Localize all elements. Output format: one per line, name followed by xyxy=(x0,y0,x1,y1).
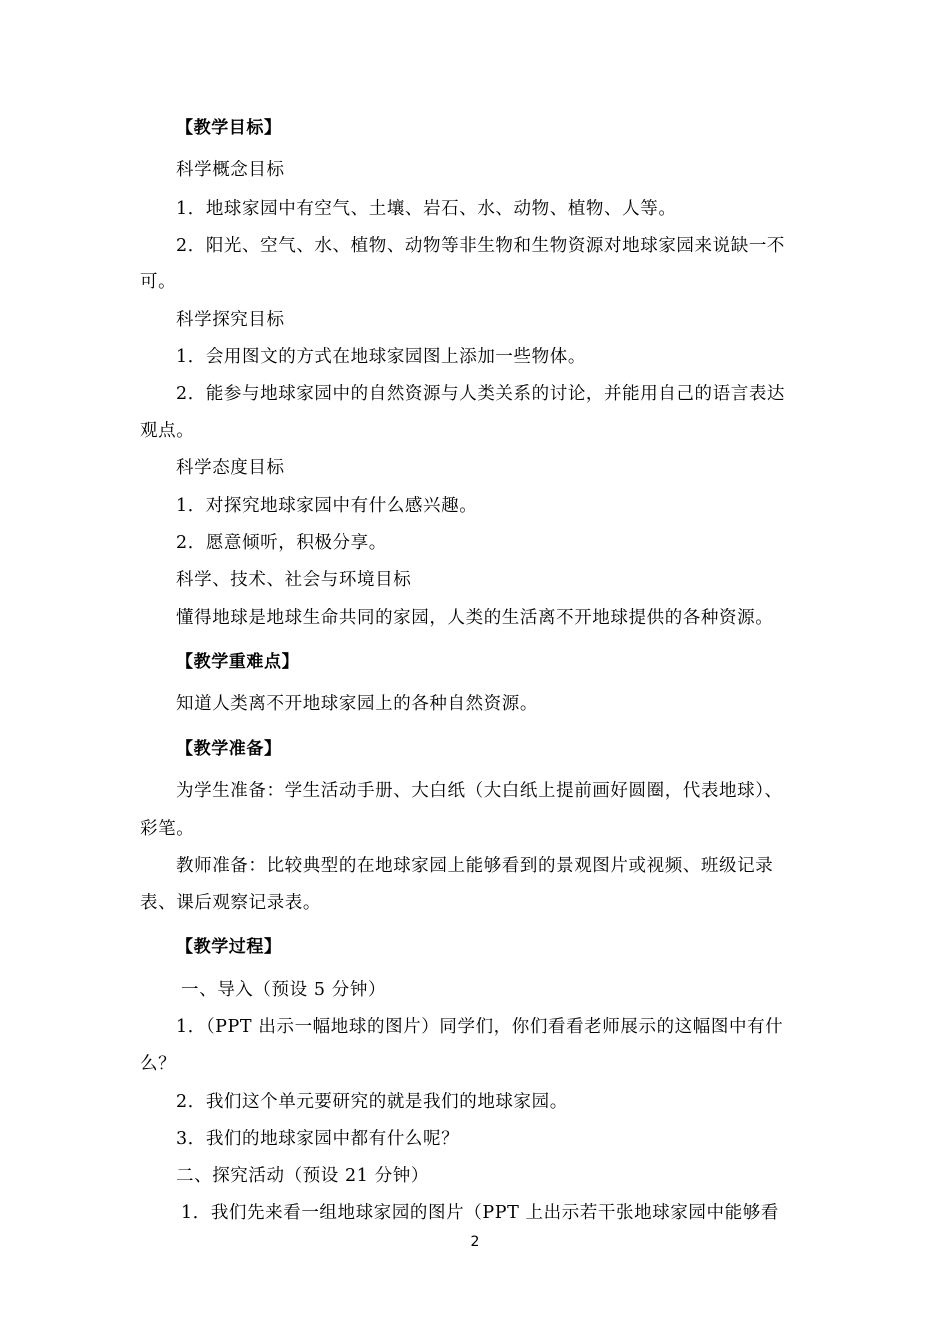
subheading-sts-objectives: 科学、技术、社会与环境目标 xyxy=(176,570,412,590)
section-heading-teaching-process: 【教学过程】 xyxy=(176,937,282,957)
paragraph-line: 2．愿意倾听，积极分享。 xyxy=(176,533,387,553)
subheading-inquiry-objectives: 科学探究目标 xyxy=(176,310,285,330)
section-heading-teaching-objectives: 【教学目标】 xyxy=(176,118,282,138)
paragraph-line: 教师准备：比较典型的在地球家园上能够看到的景观图片或视频、班级记录 xyxy=(176,856,774,876)
paragraph-line: 懂得地球是地球生命共同的家园，人类的生活离不开地球提供的各种资源。 xyxy=(176,608,774,628)
paragraph-line: 表、课后观察记录表。 xyxy=(140,893,321,913)
paragraph-line: 1．对探究地球家园中有什么感兴趣。 xyxy=(176,496,478,516)
paragraph-line: 2．我们这个单元要研究的就是我们的地球家园。 xyxy=(176,1092,568,1112)
paragraph-line: 么？ xyxy=(140,1054,177,1074)
paragraph-line: 2．能参与地球家园中的自然资源与人类关系的讨论，并能用自己的语言表达 xyxy=(176,384,786,404)
paragraph-line: 为学生准备：学生活动手册、大白纸（大白纸上提前画好圆圈，代表地球）、 xyxy=(176,781,783,801)
paragraph-line: 可。 xyxy=(140,272,177,292)
paragraph-line: 知道人类离不开地球家园上的各种自然资源。 xyxy=(176,694,538,714)
page-number: 2 xyxy=(470,1234,480,1250)
paragraph-line: 3．我们的地球家园中都有什么呢？ xyxy=(176,1129,460,1149)
paragraph-line: 1．我们先来看一组地球家园的图片（PPT 上出示若干张地球家园中能够看 xyxy=(181,1203,779,1223)
paragraph-line: 1．地球家园中有空气、土壤、岩石、水、动物、植物、人等。 xyxy=(176,199,677,219)
paragraph-line: 1．会用图文的方式在地球家园图上添加一些物体。 xyxy=(176,347,586,367)
section-heading-key-points: 【教学重难点】 xyxy=(176,652,300,672)
paragraph-line: 观点。 xyxy=(140,421,195,441)
subheading-concept-objectives: 科学概念目标 xyxy=(176,160,285,180)
paragraph-line: 彩笔。 xyxy=(140,819,195,839)
subheading-attitude-objectives: 科学态度目标 xyxy=(176,458,285,478)
paragraph-line: 2．阳光、空气、水、植物、动物等非生物和生物资源对地球家园来说缺一不 xyxy=(176,236,786,256)
paragraph-line: 1．（PPT 出示一幅地球的图片）同学们，你们看看老师展示的这幅图中有什 xyxy=(176,1017,784,1037)
subheading-introduction: 一、导入（预设 5 分钟） xyxy=(181,980,387,1000)
subheading-inquiry-activity: 二、探究活动（预设 21 分钟） xyxy=(176,1166,429,1186)
section-heading-preparation: 【教学准备】 xyxy=(176,739,282,759)
